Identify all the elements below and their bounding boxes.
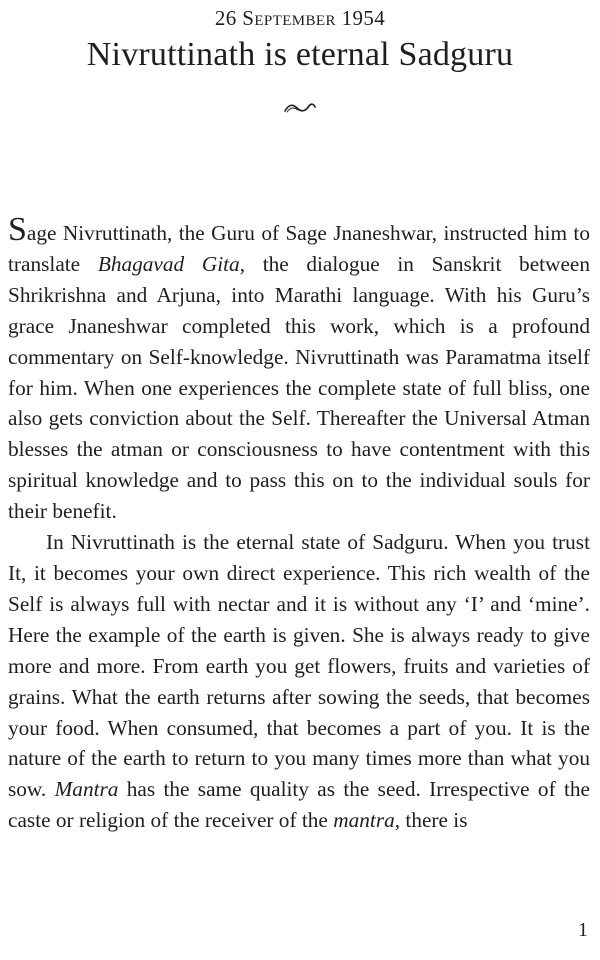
chapter-body bbox=[8, 211, 591, 836]
tilde-ornament-icon bbox=[283, 100, 317, 116]
paragraph-1-text-b: , the dialogue in Sanskrit between Shrikrishna and Arjuna, into Marathi language. With his Guru’s grace Jnaneshwar completed this work, which is a profound commentary on Self-knowledge. Nivruttinath was Paramatma itself for him. When one experiences the complete state of full bliss, one also gets conviction about the Self. Thereafter the Universal Atman blesses the atman or consciousness to have contentment with this spiritual knowledge and to pass this on to the individual souls for their benefit. bbox=[8, 251, 591, 524]
paragraph-2 bbox=[8, 527, 590, 836]
date-day: 26 bbox=[214, 6, 237, 30]
chapter-title: Nivruttinath is eternal Sadguru bbox=[86, 36, 514, 73]
book-title-italic: Bhagavad Gita bbox=[97, 251, 240, 276]
paragraph-1 bbox=[8, 211, 591, 527]
mantra-italic-1: Mantra bbox=[54, 777, 119, 802]
paragraph-1-text-a: age Nivruttinath, the Guru of Sage Jnaneshwar, instructed him to translate bbox=[8, 221, 590, 276]
mantra-italic-2: mantra bbox=[333, 808, 395, 833]
page-number: 1 bbox=[578, 919, 588, 941]
date-month: September bbox=[242, 6, 336, 30]
date-year: 1954 bbox=[341, 6, 386, 30]
paragraph-2-text-a: In Nivruttinath is the eternal state of Sadguru. When you trust It, it becomes your own direct experience. This rich wealth of the Self is always full with nectar and it is without any ‘I’ and ‘mine’. Here the example of the earth is given. She is always ready to give more and more. From earth you get flowers, fruits and varieties of grains. What the earth returns after sowing the seeds, that becomes your food. When consumed, that becomes a part of you. It is the nature of the earth to return to you many times more than what you sow. bbox=[8, 530, 590, 802]
paragraph-2-text-b: has the same quality as the seed. Irrespective of the caste or religion of the receiver of the bbox=[8, 777, 590, 833]
date-heading bbox=[0, 6, 600, 31]
drop-cap: S bbox=[8, 211, 27, 248]
paragraph-2-text-c: , there is bbox=[394, 808, 468, 833]
